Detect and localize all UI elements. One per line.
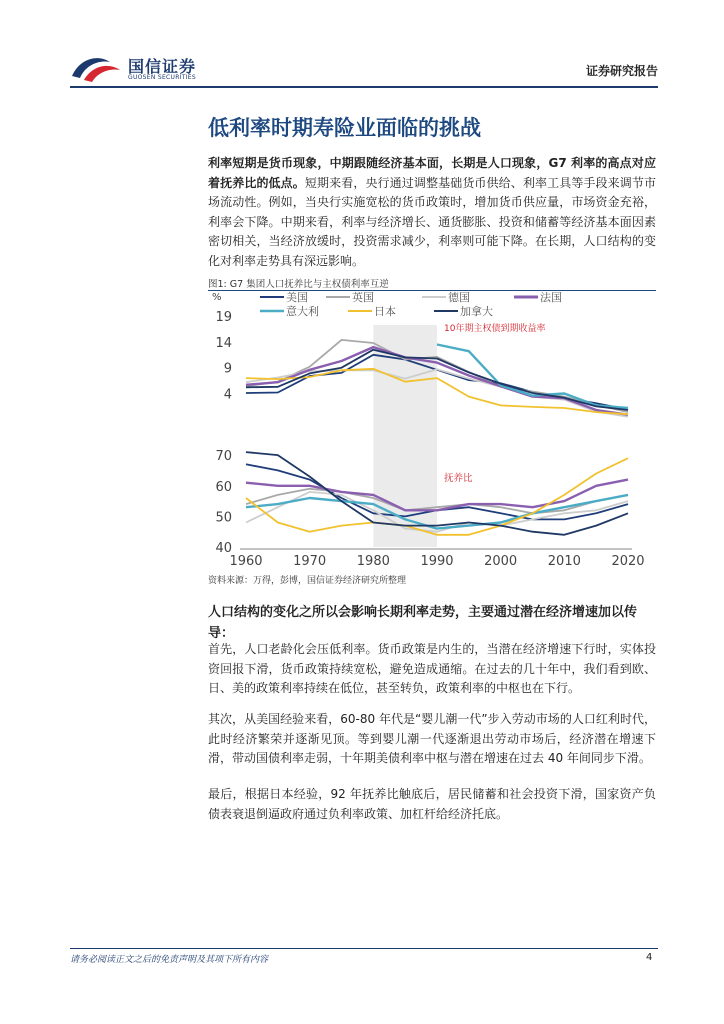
legend-label-uk: 英国	[352, 291, 374, 304]
legend-label-fr: 法国	[540, 291, 562, 304]
header-divider	[70, 86, 658, 88]
y-tick-label: 4	[223, 387, 232, 403]
logo-chinese-name: 国信证券	[128, 57, 197, 76]
intro-body: 短期来看，央行通过调整基础货币供给、利率工具等手段来调节市场流动性。例如，当央行实施宽松的货币政策时，增加货币供应量，市场资金充裕，利率会下降。中期来看，利率与经济增长、通货膨胀、投资和储蓄等经济基本面因素密切相关，当经济放缓时，投资需求减少，利率则可能下降。在长期，人口结构的变化对利率走势具有深远影响。	[208, 175, 656, 268]
y-tick-label: 40	[215, 541, 232, 556]
g7-dependency-yield-chart	[208, 291, 656, 569]
y-tick-label: 9	[223, 361, 232, 377]
x-tick-label: 1970	[293, 554, 327, 569]
top-panel-unit-label: %	[212, 292, 222, 303]
x-tick-label: 2020	[611, 554, 645, 569]
annotation-dependency: 抚养比	[444, 473, 473, 484]
y-tick-label: 50	[215, 510, 232, 526]
legend-label-de: 德国	[448, 291, 470, 304]
logo-english-name: GUOSEN SECURITIES	[128, 74, 197, 81]
y-tick-label: 19	[215, 310, 232, 326]
intro-paragraph	[208, 154, 656, 271]
page-number: 4	[646, 952, 653, 963]
y-tick-label: 70	[215, 449, 232, 465]
series-line-yield-意大利	[437, 345, 628, 409]
figure-source: 资料来源：万得，彭博，国信证券经济研究所整理	[208, 576, 407, 586]
legend-label-ca: 加拿大	[460, 305, 493, 318]
x-tick-label: 2000	[484, 554, 518, 569]
legend-label-jp: 日本	[374, 305, 396, 318]
x-tick-label: 1980	[356, 554, 390, 569]
legend-label-it: 意大利	[286, 305, 319, 318]
figure-caption: 图1: G7 集团人口抚养比与主权债利率互逆	[208, 279, 389, 290]
x-tick-label: 1990	[420, 554, 454, 569]
page-title: 低利率时期寿险业面临的挑战	[208, 116, 481, 140]
annotation-yield: 10年期主权债到期收益率	[444, 324, 546, 334]
chart-legend	[212, 291, 562, 318]
paragraph-third: 最后，根据日本经验，92 年抚养比触底后，居民储蓄和社会投资下滑，国家资产负债表衰退倒逼政府通过负利率政策、加杠杆给经济托底。	[208, 787, 656, 821]
paragraph-second: 其次，从美国经验来看，60-80 年代是“婴儿潮一代”步入劳动市场的人口红利时代，此时经济繁荣并逐渐见顶。等到婴儿潮一代逐渐退出劳动市场后，经济潜在增速下滑，带动国债利率走弱，十年期美债利率中枢与潜在增速在过去 40 年间同步下滑。	[208, 712, 656, 765]
report-type-label: 证券研究报告	[585, 64, 658, 78]
x-tick-label: 2010	[547, 554, 581, 569]
legend-label-us: 美国	[286, 291, 308, 304]
y-tick-label: 14	[215, 335, 232, 351]
footer-divider	[70, 948, 658, 949]
guosen-logo-icon	[70, 52, 122, 84]
intro-bold-lead: 利率短期是货币现象，中期跟随经济基本面，长期是人口现象，G7 利率的高点对应着抚养比的低点。	[208, 156, 656, 190]
section-subheading: 人口结构的变化之所以会影响长期利率走势，主要通过潜在经济增速加以传导：	[208, 605, 638, 641]
page-header	[70, 50, 658, 86]
y-tick-label: 60	[215, 479, 232, 495]
paragraph-first: 首先，人口老龄化会压低利率。货币政策是内生的，当潜在经济增速下行时，实体投资回报下滑，货币政策持续宽松，避免造成通缩。在过去的几十年中，我们看到欧、日、美的政策利率持续在低位，甚至转负，政策利率的中枢也在下行。	[208, 642, 656, 695]
x-tick-label: 1960	[229, 554, 263, 569]
footer-disclaimer: 请务必阅读正文之后的免责声明及其项下所有内容	[70, 955, 269, 965]
